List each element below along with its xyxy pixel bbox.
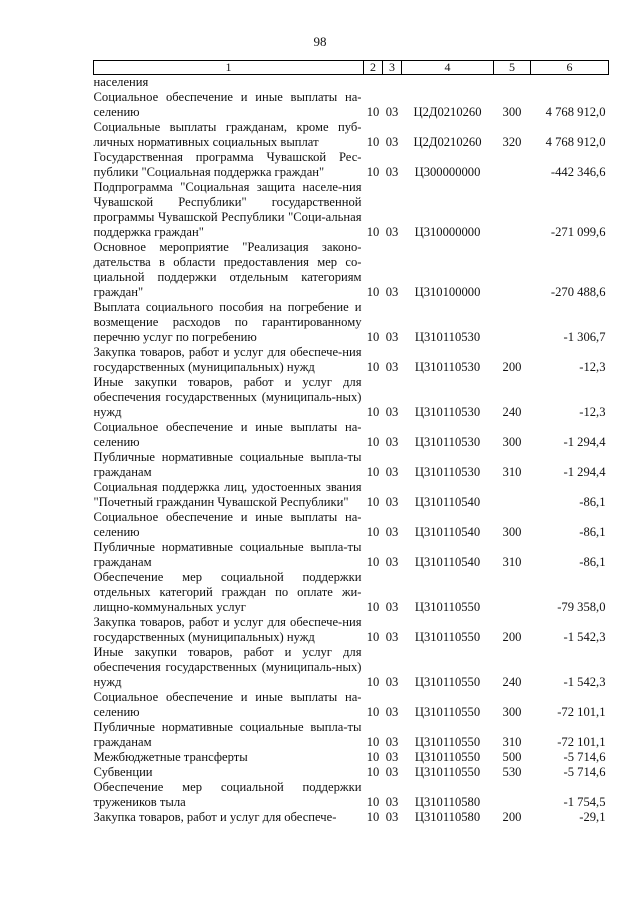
row-section: 10 bbox=[366, 285, 380, 299]
row-section: 10 bbox=[366, 165, 380, 179]
row-target-article: Ц310110540 bbox=[414, 555, 481, 569]
row-expense-kind: 500 bbox=[502, 750, 522, 764]
row-amount: -29,1 bbox=[579, 810, 606, 824]
row-amount: -1 294,4 bbox=[563, 465, 606, 479]
row-section: 10 bbox=[366, 360, 380, 374]
row-target-article: Ц310110530 bbox=[414, 405, 481, 419]
row-amount: -86,1 bbox=[579, 525, 606, 539]
row-name: Подпрограмма "Социальная защита населе-ния Чувашской Республики" государственной программы Чувашской Республики "Соци-альная поддержка граждан" bbox=[93, 180, 362, 239]
row-name: Межбюджетные трансферты bbox=[93, 750, 248, 764]
row-target-article: Ц300000000 bbox=[414, 165, 481, 179]
row-subsection: 03 bbox=[385, 495, 399, 509]
row-section: 10 bbox=[366, 465, 380, 479]
row-amount: -79 358,0 bbox=[557, 600, 606, 614]
row-expense-kind: 200 bbox=[502, 810, 522, 824]
row-subsection: 03 bbox=[385, 705, 399, 719]
table-row bbox=[94, 450, 609, 480]
row-section: 10 bbox=[366, 630, 380, 644]
row-target-article: Ц310100000 bbox=[414, 285, 481, 299]
row-subsection: 03 bbox=[385, 735, 399, 749]
row-subsection: 03 bbox=[385, 795, 399, 809]
row-target-article: Ц310110540 bbox=[414, 525, 481, 539]
row-target-article: Ц310110580 bbox=[414, 810, 481, 824]
row-name: Публичные нормативные социальные выпла-ты гражданам bbox=[93, 450, 362, 479]
row-amount bbox=[531, 75, 609, 91]
header-col-4: 4 bbox=[402, 61, 494, 75]
row-amount: -271 099,6 bbox=[550, 225, 606, 239]
row-amount: 4 768 912,0 bbox=[545, 105, 606, 119]
row-amount: -1 542,3 bbox=[563, 630, 606, 644]
row-subsection: 03 bbox=[385, 225, 399, 239]
table-row bbox=[94, 300, 609, 345]
row-target-article: Ц310110550 bbox=[414, 765, 481, 779]
row-subsection: 03 bbox=[385, 330, 399, 344]
table-row bbox=[94, 180, 609, 240]
row-subsection: 03 bbox=[385, 750, 399, 764]
row-target-article: Ц310110530 bbox=[414, 330, 481, 344]
row-subsection: 03 bbox=[385, 360, 399, 374]
row-expense-kind bbox=[494, 75, 531, 91]
row-target-article: Ц2Д0210260 bbox=[413, 105, 482, 119]
row-target-article: Ц310110580 bbox=[414, 795, 481, 809]
row-target-article: Ц310110530 bbox=[414, 360, 481, 374]
row-section: 10 bbox=[366, 810, 380, 824]
row-expense-kind: 530 bbox=[502, 765, 522, 779]
row-name: населения bbox=[93, 75, 149, 89]
row-section: 10 bbox=[366, 795, 380, 809]
row-expense-kind: 300 bbox=[502, 705, 522, 719]
row-amount: -5 714,6 bbox=[563, 750, 606, 764]
row-section: 10 bbox=[366, 435, 380, 449]
table-row bbox=[94, 765, 609, 780]
row-name: Основное мероприятие "Реализация законо-дательства в области предоставления мер со-циальной поддержки отдельным категориям граждан" bbox=[93, 240, 362, 299]
row-name: Иные закупки товаров, работ и услуг для обеспечения государственных (муниципаль-ных) нужд bbox=[93, 645, 362, 689]
row-section: 10 bbox=[366, 525, 380, 539]
row-section: 10 bbox=[366, 105, 380, 119]
row-target-article: Ц310110550 bbox=[414, 750, 481, 764]
row-expense-kind bbox=[494, 150, 531, 180]
row-expense-kind: 240 bbox=[502, 405, 522, 419]
row-amount: -1 306,7 bbox=[563, 330, 606, 344]
row-target-article: Ц310110530 bbox=[414, 465, 481, 479]
table-row bbox=[94, 750, 609, 765]
row-section: 10 bbox=[366, 135, 380, 149]
row-section: 10 bbox=[366, 675, 380, 689]
table-row bbox=[94, 510, 609, 540]
row-expense-kind bbox=[494, 480, 531, 510]
row-name: Социальное обеспечение и иные выплаты на-селению bbox=[93, 510, 362, 539]
row-name: Закупка товаров, работ и услуг для обеспече-ния государственных (муниципальных) нужд bbox=[93, 345, 362, 374]
row-section: 10 bbox=[366, 330, 380, 344]
row-amount: -72 101,1 bbox=[557, 705, 606, 719]
row-name: Публичные нормативные социальные выпла-ты гражданам bbox=[93, 540, 362, 569]
row-section: 10 bbox=[366, 225, 380, 239]
row-name: Субвенции bbox=[93, 765, 153, 779]
row-target-article: Ц310000000 bbox=[414, 225, 481, 239]
header-col-3: 3 bbox=[383, 61, 402, 75]
row-subsection: 03 bbox=[385, 105, 399, 119]
row-section: 10 bbox=[366, 405, 380, 419]
row-name: Социальные выплаты гражданам, кроме пуб-личных нормативных социальных выплат bbox=[93, 120, 362, 149]
row-name: Социальная поддержка лиц, удостоенных звания "Почетный гражданин Чувашской Республики" bbox=[93, 480, 362, 509]
row-expense-kind: 240 bbox=[502, 675, 522, 689]
table-row bbox=[94, 780, 609, 810]
row-subsection: 03 bbox=[385, 555, 399, 569]
row-expense-kind: 310 bbox=[502, 465, 522, 479]
row-target-article: Ц310110550 bbox=[414, 735, 481, 749]
row-name: Социальное обеспечение и иные выплаты на-селению bbox=[93, 420, 362, 449]
table-header bbox=[94, 61, 609, 75]
row-target-article: Ц310110550 bbox=[414, 675, 481, 689]
row-subsection: 03 bbox=[385, 165, 399, 179]
row-expense-kind: 300 bbox=[502, 435, 522, 449]
table-row bbox=[94, 570, 609, 615]
row-expense-kind bbox=[494, 300, 531, 345]
header-col-6: 6 bbox=[531, 61, 609, 75]
row-amount: -1 542,3 bbox=[563, 675, 606, 689]
row-subsection: 03 bbox=[385, 285, 399, 299]
row-name: Социальное обеспечение и иные выплаты на-селению bbox=[93, 90, 362, 119]
row-expense-kind bbox=[494, 570, 531, 615]
table-row bbox=[94, 810, 609, 825]
row-target-article: Ц310110550 bbox=[414, 600, 481, 614]
row-subsection: 03 bbox=[385, 135, 399, 149]
row-section bbox=[364, 75, 383, 91]
row-expense-kind: 300 bbox=[502, 105, 522, 119]
row-subsection: 03 bbox=[385, 765, 399, 779]
row-name: Закупка товаров, работ и услуг для обеспече- bbox=[93, 810, 337, 824]
header-col-1: 1 bbox=[94, 61, 364, 75]
row-expense-kind: 310 bbox=[502, 735, 522, 749]
table-row bbox=[94, 75, 609, 91]
row-amount: -5 714,6 bbox=[563, 765, 606, 779]
budget-table bbox=[93, 60, 609, 825]
row-expense-kind bbox=[494, 780, 531, 810]
header-col-5: 5 bbox=[494, 61, 531, 75]
row-name: Выплата социального пособия на погребение и возмещение расходов по гарантированному перечню услуг по погребению bbox=[93, 300, 362, 344]
row-expense-kind bbox=[494, 180, 531, 240]
row-section: 10 bbox=[366, 495, 380, 509]
row-subsection: 03 bbox=[385, 600, 399, 614]
row-amount: -72 101,1 bbox=[557, 735, 606, 749]
table-row bbox=[94, 120, 609, 150]
row-section: 10 bbox=[366, 705, 380, 719]
row-target-article bbox=[402, 75, 494, 91]
row-expense-kind: 320 bbox=[502, 135, 522, 149]
row-amount: -12,3 bbox=[579, 405, 606, 419]
row-expense-kind: 200 bbox=[502, 630, 522, 644]
row-expense-kind: 300 bbox=[502, 525, 522, 539]
row-name: Государственная программа Чувашской Рес-публики "Социальная поддержка граждан" bbox=[93, 150, 362, 179]
row-amount: -1 294,4 bbox=[563, 435, 606, 449]
table-body bbox=[94, 75, 609, 826]
row-subsection: 03 bbox=[385, 630, 399, 644]
row-target-article: Ц310110540 bbox=[414, 495, 481, 509]
row-name: Публичные нормативные социальные выпла-ты гражданам bbox=[93, 720, 362, 749]
table-row bbox=[94, 240, 609, 300]
row-name: Социальное обеспечение и иные выплаты на-селению bbox=[93, 690, 362, 719]
row-section: 10 bbox=[366, 750, 380, 764]
row-section: 10 bbox=[366, 765, 380, 779]
table-row bbox=[94, 90, 609, 120]
row-amount: -86,1 bbox=[579, 555, 606, 569]
row-section: 10 bbox=[366, 600, 380, 614]
table-row bbox=[94, 720, 609, 750]
table-row bbox=[94, 690, 609, 720]
table-row bbox=[94, 150, 609, 180]
header-col-2: 2 bbox=[364, 61, 383, 75]
row-target-article: Ц2Д0210260 bbox=[413, 135, 482, 149]
table-row bbox=[94, 540, 609, 570]
row-expense-kind: 310 bbox=[502, 555, 522, 569]
row-expense-kind bbox=[494, 240, 531, 300]
row-subsection bbox=[383, 75, 402, 91]
row-amount: -86,1 bbox=[579, 495, 606, 509]
row-amount: -12,3 bbox=[579, 360, 606, 374]
row-target-article: Ц310110550 bbox=[414, 630, 481, 644]
header-row bbox=[94, 61, 609, 75]
row-name: Закупка товаров, работ и услуг для обеспече-ния государственных (муниципальных) нужд bbox=[93, 615, 362, 644]
page-number: 98 bbox=[313, 34, 327, 49]
row-subsection: 03 bbox=[385, 465, 399, 479]
row-amount: -442 346,6 bbox=[550, 165, 606, 179]
row-target-article: Ц310110530 bbox=[414, 435, 481, 449]
row-amount: -1 754,5 bbox=[563, 795, 606, 809]
row-subsection: 03 bbox=[385, 525, 399, 539]
row-subsection: 03 bbox=[385, 675, 399, 689]
row-section: 10 bbox=[366, 735, 380, 749]
row-amount: -270 488,6 bbox=[550, 285, 606, 299]
row-amount: 4 768 912,0 bbox=[545, 135, 606, 149]
table-row bbox=[94, 615, 609, 645]
row-expense-kind: 200 bbox=[502, 360, 522, 374]
row-subsection: 03 bbox=[385, 435, 399, 449]
row-name: Иные закупки товаров, работ и услуг для обеспечения государственных (муниципаль-ных) нужд bbox=[93, 375, 362, 419]
table-row bbox=[94, 645, 609, 690]
table-row bbox=[94, 480, 609, 510]
row-subsection: 03 bbox=[385, 810, 399, 824]
table-row bbox=[94, 420, 609, 450]
row-name: Обеспечение мер социальной поддержки тружеников тыла bbox=[93, 780, 362, 809]
row-subsection: 03 bbox=[385, 405, 399, 419]
row-target-article: Ц310110550 bbox=[414, 705, 481, 719]
table-row bbox=[94, 375, 609, 420]
row-section: 10 bbox=[366, 555, 380, 569]
row-name: Обеспечение мер социальной поддержки отдельных категорий граждан по оплате жи-лищно-коммунальных услуг bbox=[93, 570, 362, 614]
table-row bbox=[94, 345, 609, 375]
